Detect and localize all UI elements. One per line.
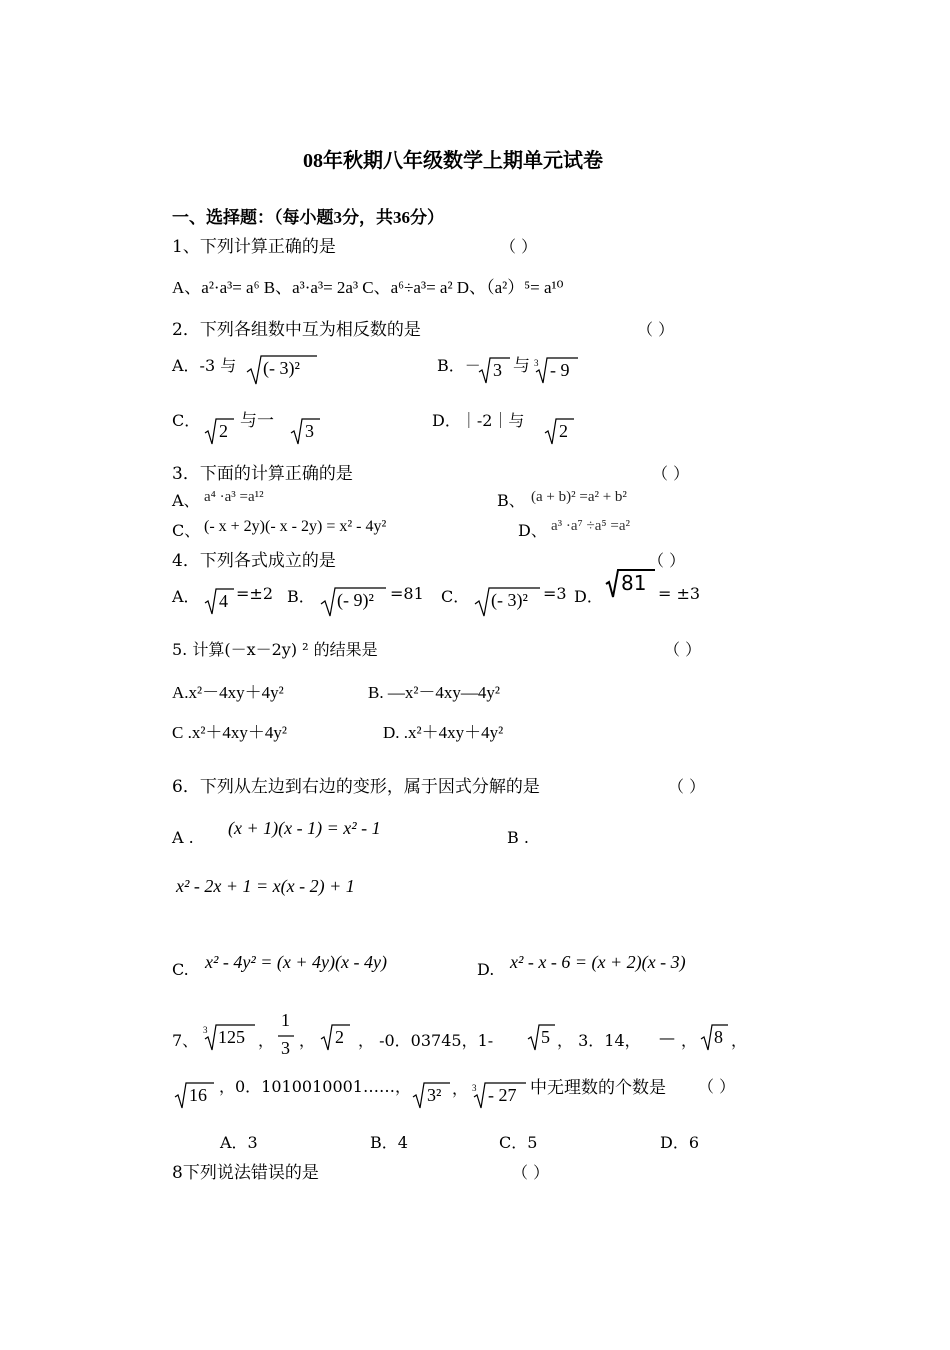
q7-fraction: 1 3 [278,1010,294,1062]
q6-option-c-label: C. [172,960,189,979]
q7-comma-2: ， [299,1031,316,1050]
q2-option-c-root1: 2 [204,416,236,446]
q2-option-d-root: 2 [544,416,576,446]
q6-option-d-expr: x² - x - 6 = (x + 2)(x - 3) [510,952,686,972]
svg-text:3: 3 [472,1083,477,1093]
q3-option-b-expr: (a + b)² =a² + b² [531,489,627,505]
q6-option-b-label: B . [507,828,529,847]
q2-option-d-label: D．｜-2｜与 [432,411,525,430]
q6-option-a-expr: (x + 1)(x - 1) = x² - 1 [228,818,381,838]
q2-option-b-root: 3 [478,355,512,385]
q7-sqrt-16: 16 [174,1080,216,1110]
q5-stem: 5. 计算(－x－2y) ² 的结果是 [172,640,378,659]
q3-option-b-label: B、 [497,491,525,510]
q4-option-d-value: = ±3 [658,584,701,603]
q6-option-b-expr: x² - 2x + 1 = x(x - 2) + 1 [176,876,355,896]
q4-option-c-root: (- 3)² [474,584,542,618]
q8-answer-paren: （ ） [512,1163,550,1182]
q7-cuberoot-125: 3 125 [203,1022,257,1052]
q7-option-d: D．6 [660,1133,700,1152]
q7-option-c: C．5 [499,1133,538,1152]
q2-option-b-cuberoot: 3 - 9 [534,355,580,385]
q4-option-b-value: =81 [390,584,424,603]
q2-option-c-label: C． [172,411,201,430]
q5-option-a: A.x²－4xy＋4y² [172,683,284,702]
q1-options: A、a²·a³= a⁶ B、a³·a³= 2a³ C、a⁶÷a³= a² D、（a²）⁵= a¹⁰ [172,278,564,297]
q3-option-d-expr: a³ ·a⁷ ÷a⁵ =a² [551,518,631,534]
q7-mid-text-2: ， 3．14， [557,1031,641,1050]
q5-answer-paren: （ ） [664,640,702,659]
q3-stem: 3．下面的计算正确的是 [172,464,353,484]
q7-question-tail: 中无理数的个数是 [530,1078,666,1098]
q3-option-a-expr: a⁴ ·a³ =a¹² [204,489,264,505]
q4-stem: 4．下列各式成立的是 [172,551,336,571]
q6-option-d-label: D. [477,960,495,979]
q7-comma-1: ， [258,1031,275,1050]
q7-answer-paren: （ ） [698,1077,736,1096]
q2-option-a-root: (- 3)² [245,352,317,386]
q2-answer-paren: （ ） [637,320,675,339]
q8-stem: 8下列说法错误的是 [172,1163,319,1183]
q4-option-a-value: =±2 [236,584,273,603]
q7-option-a: A．3 [220,1133,258,1152]
q7-cuberoot-neg27: 3 - 27 [472,1080,528,1110]
q4-option-c-label: C． [441,587,470,606]
q7-comma-5: ， [452,1079,469,1098]
q5-option-c: C .x²＋4xy＋4y² [172,723,288,742]
q6-option-a-label: A . [172,828,194,847]
q1-stem: 1、下列计算正确的是 [172,237,336,257]
q6-option-c-expr: x² - 4y² = (x + 4y)(x - 4y) [205,952,387,972]
q4-option-d-root: 81 [605,568,655,600]
q7-mid-text: ， -0．03745，1- [358,1031,494,1050]
section-heading: 一、选择题：（每小题3分，共36分） [172,208,444,227]
q2-option-c-and: 与一 [240,411,274,431]
q2-option-b-label: B．－ [437,356,481,375]
q1-answer-paren: （ ） [500,237,538,256]
q4-option-c-value: =3 [543,584,567,603]
q3-option-d-label: D、 [518,521,547,540]
q3-option-c-label: C、 [172,521,201,540]
q2-option-c-root2: 3 [290,416,322,446]
q2-option-a-label: A．-3 与 [172,356,237,375]
q4-option-b-label: B． [287,587,315,606]
q7-comma-4: ， [731,1031,748,1050]
q3-option-c-expr: (- x + 2y)(- x - 2y) = x² - 4y² [204,518,387,535]
q4-option-a-root: 4 [204,586,236,616]
q7-decimal-text: ，0．1010010001……， [219,1077,411,1096]
q5-option-b: B. —x²－4xy—4y² [368,683,501,702]
q7-pi-symbol: — [659,1028,675,1047]
svg-text:3: 3 [203,1025,208,1035]
q4-answer-paren: （ ） [648,551,686,570]
q7-option-b: B．4 [370,1133,408,1152]
q2-option-b-and: 与 [513,356,530,376]
q7-comma-3: ， [681,1031,698,1050]
page-title: 08年秋期八年级数学上期单元试卷 [303,150,603,172]
q7-label: 7、 [172,1031,199,1050]
q7-sqrt-5: 5 [527,1022,557,1052]
q2-stem: 2．下列各组数中互为相反数的是 [172,320,421,340]
q4-option-d-label: D． [574,587,603,606]
q5-option-d: D. .x²＋4xy＋4y² [383,723,504,742]
q7-sqrt-2: 2 [320,1022,352,1052]
q4-option-a-label: A． [172,587,200,606]
q6-stem: 6．下列从左边到右边的变形，属于因式分解的是 [172,777,540,797]
q3-option-a-label: A、 [172,491,200,510]
svg-text:3: 3 [534,358,539,368]
q7-sqrt-8: 8 [700,1022,730,1052]
q7-sqrt-3-squared: 3² [412,1080,452,1110]
q4-option-b-root: (- 9)² [320,584,388,618]
q3-answer-paren: （ ） [652,464,690,483]
fraction-bar-icon [278,1035,294,1037]
q6-answer-paren: （ ） [668,777,706,796]
